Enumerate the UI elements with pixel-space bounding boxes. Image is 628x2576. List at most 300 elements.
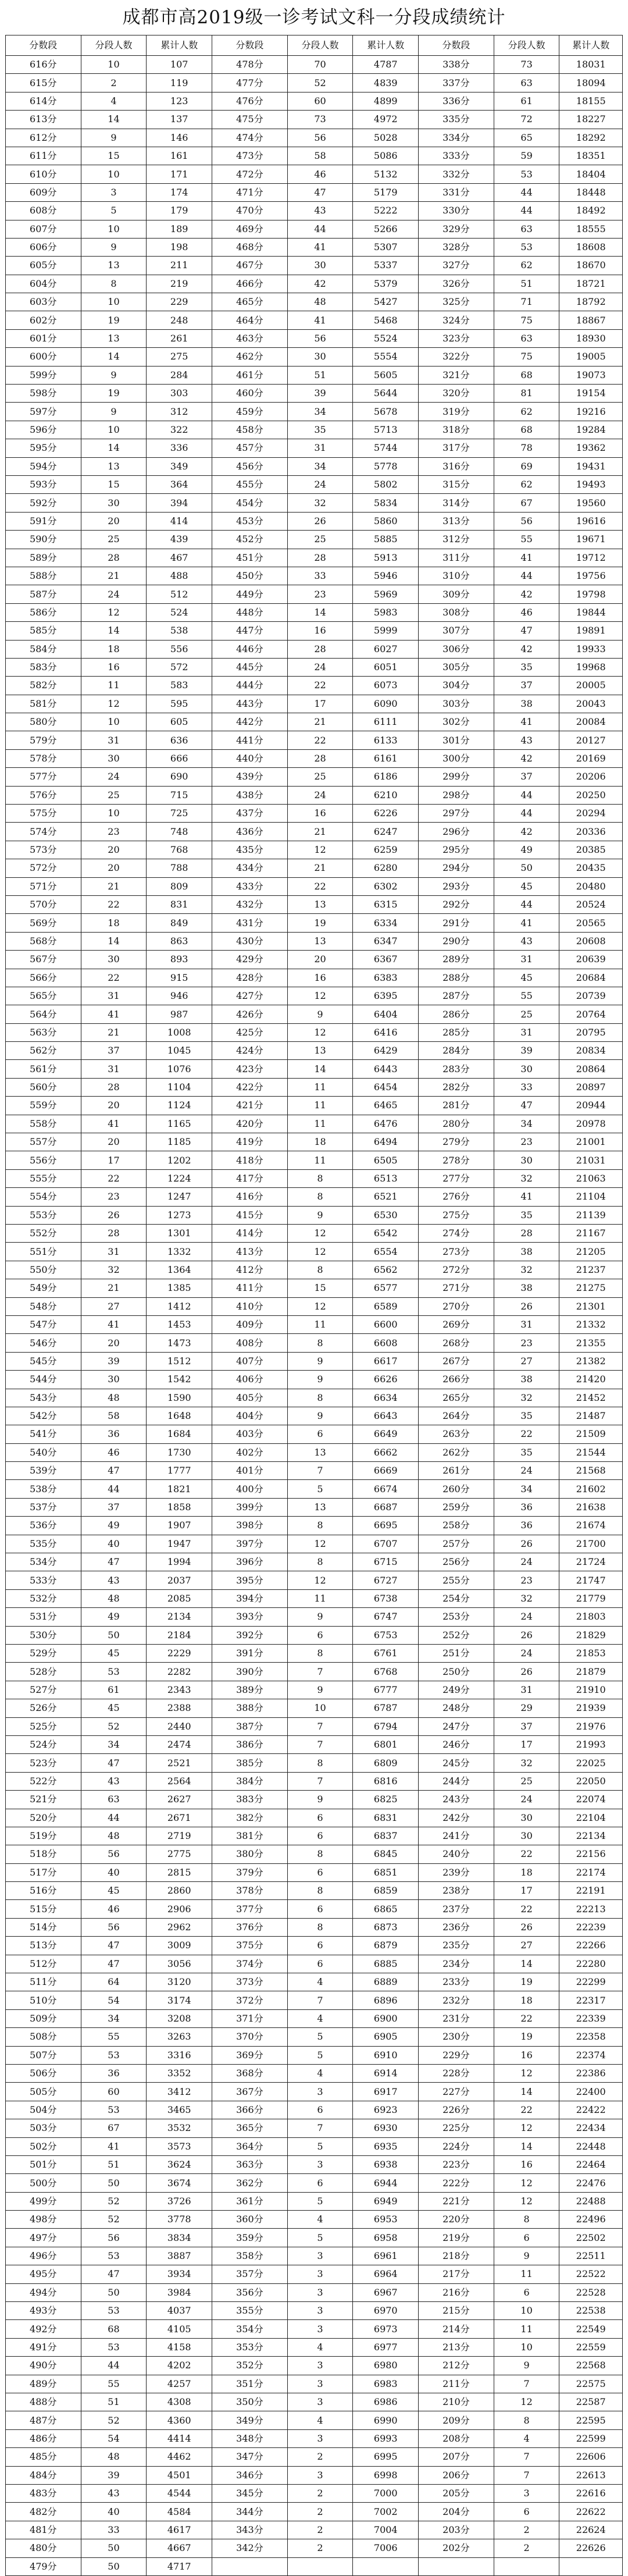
score-cell: 418分 <box>212 1151 288 1169</box>
score-cell: 608分 <box>6 202 81 220</box>
segment-count-cell: 30 <box>494 1060 559 1078</box>
segment-count-cell: 12 <box>494 2192 559 2210</box>
segment-count-cell: 3 <box>287 2283 353 2301</box>
score-cell: 328分 <box>419 238 494 256</box>
table-row <box>6 2539 623 2557</box>
score-cell: 346分 <box>212 2466 288 2484</box>
segment-count-cell: 9 <box>287 1206 353 1224</box>
segment-count-cell: 62 <box>494 403 559 421</box>
score-cell: 501分 <box>6 2155 81 2173</box>
cumulative-count-cell: 6961 <box>353 2247 419 2265</box>
cumulative-count-cell: 4462 <box>147 2448 212 2466</box>
segment-count-cell: 5 <box>287 2046 353 2064</box>
table-row <box>6 2064 623 2082</box>
score-cell: 571分 <box>6 877 81 895</box>
score-cell: 392分 <box>212 1626 288 1644</box>
score-cell: 409分 <box>212 1315 288 1333</box>
cumulative-count-cell: 946 <box>147 987 212 1005</box>
cumulative-count-cell: 6280 <box>353 859 419 877</box>
cumulative-count-cell: 3726 <box>147 2192 212 2210</box>
score-cell: 478分 <box>212 56 288 74</box>
score-cell: 348分 <box>212 2429 288 2447</box>
score-cell: 448分 <box>212 603 288 621</box>
score-cell: 614分 <box>6 92 81 110</box>
score-cell: 370分 <box>212 2028 288 2046</box>
cumulative-count-cell: 6938 <box>353 2155 419 2173</box>
table-row <box>6 1407 623 1425</box>
cumulative-count-cell: 768 <box>147 841 212 859</box>
score-table <box>5 35 623 2576</box>
segment-count-cell: 6 <box>494 2283 559 2301</box>
score-cell: 252分 <box>419 1626 494 1644</box>
score-cell: 432分 <box>212 895 288 913</box>
segment-count-cell: 28 <box>81 549 147 567</box>
cumulative-count-cell: 6889 <box>353 1973 419 1991</box>
cumulative-count-cell: 2860 <box>147 1882 212 1900</box>
score-cell: 518分 <box>6 1845 81 1863</box>
cumulative-count-cell: 19284 <box>559 421 623 439</box>
score-cell: 554分 <box>6 1188 81 1206</box>
segment-count-cell: 42 <box>494 640 559 658</box>
segment-count-cell: 63 <box>81 1791 147 1809</box>
table-row <box>6 2375 623 2393</box>
table-row <box>6 951 623 969</box>
cumulative-count-cell: 6247 <box>353 823 419 841</box>
cumulative-count-cell: 5427 <box>353 293 419 311</box>
segment-count-cell: 9 <box>287 1608 353 1626</box>
table-row <box>6 1937 623 1955</box>
table-row <box>6 1279 623 1297</box>
cumulative-count-cell: 5713 <box>353 421 419 439</box>
segment-count-cell: 13 <box>81 329 147 347</box>
segment-count-cell: 38 <box>494 1371 559 1389</box>
segment-count-cell: 27 <box>494 1352 559 1370</box>
cumulative-count-cell: 6777 <box>353 1681 419 1699</box>
table-row <box>6 2247 623 2265</box>
cumulative-count-cell: 21275 <box>559 1279 623 1297</box>
score-cell: 325分 <box>419 293 494 311</box>
cumulative-count-cell: 22613 <box>559 2466 623 2484</box>
cumulative-count-cell: 6494 <box>353 1133 419 1151</box>
cumulative-count-cell: 6090 <box>353 695 419 713</box>
segment-count-cell: 40 <box>81 1535 147 1553</box>
segment-count-cell: 63 <box>494 220 559 238</box>
table-row <box>6 859 623 877</box>
cumulative-count-cell: 1332 <box>147 1243 212 1261</box>
cumulative-count-cell: 6476 <box>353 1115 419 1133</box>
cumulative-count-cell: 1202 <box>147 1151 212 1169</box>
score-cell: 547分 <box>6 1315 81 1333</box>
segment-count-cell: 37 <box>494 768 559 786</box>
cumulative-count-cell: 161 <box>147 147 212 165</box>
table-row <box>6 567 623 585</box>
segment-count-cell: 5 <box>287 1480 353 1498</box>
table-row <box>6 2265 623 2283</box>
cumulative-count-cell: 2815 <box>147 1863 212 1881</box>
cumulative-count-cell: 312 <box>147 403 212 421</box>
table-row <box>6 1023 623 1041</box>
table-row <box>6 348 623 366</box>
score-cell: 393分 <box>212 1608 288 1626</box>
score-cell: 375分 <box>212 1937 288 1955</box>
score-cell: 515分 <box>6 1900 81 1918</box>
segment-count-cell: 47 <box>287 183 353 201</box>
score-cell: 297分 <box>419 805 494 823</box>
score-cell: 378分 <box>212 1882 288 1900</box>
cumulative-count-cell: 4202 <box>147 2357 212 2375</box>
segment-count-cell: 7 <box>287 1735 353 1753</box>
table-row <box>6 1882 623 1900</box>
cumulative-count-cell: 19005 <box>559 348 623 366</box>
table-row <box>6 1169 623 1187</box>
cumulative-count-cell: 18930 <box>559 329 623 347</box>
segment-count-cell: 52 <box>81 2211 147 2229</box>
score-cell: 555分 <box>6 1169 81 1187</box>
segment-count-cell: 25 <box>287 768 353 786</box>
segment-count-cell: 4 <box>287 1973 353 1991</box>
score-cell: 594分 <box>6 457 81 475</box>
score-cell: 267分 <box>419 1352 494 1370</box>
segment-count-cell: 12 <box>287 1297 353 1315</box>
table-row <box>6 2302 623 2320</box>
score-cell: 499分 <box>6 2192 81 2210</box>
segment-count-cell: 28 <box>81 1078 147 1096</box>
cumulative-count-cell: 6865 <box>353 1900 419 1918</box>
segment-count-cell: 10 <box>287 1699 353 1717</box>
segment-count-cell: 3 <box>287 2265 353 2283</box>
segment-count-cell: 16 <box>494 2155 559 2173</box>
cumulative-count-cell: 6900 <box>353 2009 419 2027</box>
segment-count-cell: 12 <box>287 1023 353 1041</box>
score-cell: 296分 <box>419 823 494 841</box>
score-cell: 273分 <box>419 1243 494 1261</box>
cumulative-count-cell: 19968 <box>559 658 623 676</box>
segment-count-cell: 41 <box>287 311 353 329</box>
cumulative-count-cell: 6505 <box>353 1151 419 1169</box>
segment-count-cell: 8 <box>287 1644 353 1662</box>
score-cell: 423分 <box>212 1060 288 1078</box>
segment-count-cell: 73 <box>287 111 353 129</box>
cumulative-count-cell: 6977 <box>353 2338 419 2356</box>
cumulative-count-cell: 1473 <box>147 1334 212 1352</box>
cumulative-count-cell: 22386 <box>559 2064 623 2082</box>
cumulative-count-cell: 1777 <box>147 1462 212 1480</box>
score-cell: 539分 <box>6 1462 81 1480</box>
cumulative-count-cell: 107 <box>147 56 212 74</box>
cumulative-count-cell: 22434 <box>559 2119 623 2137</box>
score-cell: 235分 <box>419 1937 494 1955</box>
segment-count-cell: 37 <box>81 1042 147 1060</box>
segment-count-cell: 19 <box>494 2028 559 2046</box>
score-cell: 474分 <box>212 129 288 147</box>
segment-count-cell: 16 <box>287 805 353 823</box>
cumulative-count-cell: 1648 <box>147 1407 212 1425</box>
score-cell: 542分 <box>6 1407 81 1425</box>
score-cell: 230分 <box>419 2028 494 2046</box>
score-cell: 317分 <box>419 439 494 457</box>
table-row <box>6 695 623 713</box>
score-cell: 572分 <box>6 859 81 877</box>
table-row <box>6 238 623 256</box>
segment-count-cell: 3 <box>287 2320 353 2338</box>
cumulative-count-cell: 19756 <box>559 567 623 585</box>
score-cell: 209分 <box>419 2411 494 2429</box>
cumulative-count-cell: 5554 <box>353 348 419 366</box>
cumulative-count-cell: 2282 <box>147 1663 212 1681</box>
cumulative-count-cell: 6649 <box>353 1425 419 1443</box>
score-cell: 420分 <box>212 1115 288 1133</box>
table-row <box>6 1608 623 1626</box>
table-row <box>6 1991 623 2009</box>
segment-count-cell: 28 <box>287 549 353 567</box>
cumulative-count-cell: 6980 <box>353 2357 419 2375</box>
score-cell: 510分 <box>6 1991 81 2009</box>
cumulative-count-cell: 21355 <box>559 1334 623 1352</box>
score-cell: 424分 <box>212 1042 288 1060</box>
segment-count-cell: 59 <box>494 147 559 165</box>
segment-count-cell: 53 <box>81 1663 147 1681</box>
score-cell: 551分 <box>6 1243 81 1261</box>
cumulative-count-cell: 2474 <box>147 1735 212 1753</box>
cumulative-count-cell: 2184 <box>147 1626 212 1644</box>
score-cell: 377分 <box>212 1900 288 1918</box>
cumulative-count-cell: 595 <box>147 695 212 713</box>
cumulative-count-cell: 5307 <box>353 238 419 256</box>
score-cell: 526分 <box>6 1699 81 1717</box>
score-cell: 562分 <box>6 1042 81 1060</box>
cumulative-count-cell: 22400 <box>559 2083 623 2101</box>
score-cell: 322分 <box>419 348 494 366</box>
score-cell: 607分 <box>6 220 81 238</box>
table-row <box>6 475 623 493</box>
segment-count-cell: 11 <box>494 2265 559 2283</box>
cumulative-count-cell: 488 <box>147 567 212 585</box>
score-cell: 496分 <box>6 2247 81 2265</box>
score-cell: 311分 <box>419 549 494 567</box>
score-cell: 458分 <box>212 421 288 439</box>
score-cell: 465分 <box>212 293 288 311</box>
cumulative-count-cell: 123 <box>147 92 212 110</box>
cumulative-count-cell: 20944 <box>559 1097 623 1115</box>
segment-count-cell: 11 <box>81 677 147 695</box>
score-cell: 512分 <box>6 1955 81 1973</box>
cumulative-count-cell: 583 <box>147 677 212 695</box>
segment-count-cell: 19 <box>81 385 147 403</box>
table-row <box>6 1188 623 1206</box>
cumulative-count-cell: 3009 <box>147 1937 212 1955</box>
segment-count-cell: 27 <box>494 1937 559 1955</box>
segment-count-cell: 13 <box>287 1498 353 1516</box>
score-cell: 289分 <box>419 951 494 969</box>
table-body <box>6 56 623 2576</box>
cumulative-count-cell: 18155 <box>559 92 623 110</box>
score-cell: 498分 <box>6 2211 81 2229</box>
score-cell: 283分 <box>419 1060 494 1078</box>
score-cell: 444分 <box>212 677 288 695</box>
table-row <box>6 1443 623 1461</box>
cumulative-count-cell: 22587 <box>559 2393 623 2411</box>
segment-count-cell: 50 <box>81 2557 147 2575</box>
segment-count-cell: 53 <box>81 2247 147 2265</box>
cumulative-count-cell: 4308 <box>147 2393 212 2411</box>
score-cell: 364分 <box>212 2137 288 2155</box>
cumulative-count-cell: 6404 <box>353 1005 419 1023</box>
segment-count-cell: 4 <box>287 2064 353 2082</box>
segment-count-cell: 65 <box>494 129 559 147</box>
score-cell: 516分 <box>6 1882 81 1900</box>
segment-count-cell: 3 <box>287 2083 353 2101</box>
table-row <box>6 2466 623 2484</box>
segment-count-cell: 68 <box>494 366 559 384</box>
segment-count-cell: 9 <box>287 1005 353 1023</box>
cumulative-count-cell: 2343 <box>147 1681 212 1699</box>
segment-count-cell: 75 <box>494 311 559 329</box>
cumulative-count-cell: 21829 <box>559 1626 623 1644</box>
cumulative-count-cell: 20480 <box>559 877 623 895</box>
segment-count-cell: 31 <box>81 987 147 1005</box>
segment-count-cell: 6 <box>287 2174 353 2192</box>
segment-count-cell: 43 <box>81 1772 147 1790</box>
cumulative-count-cell: 20206 <box>559 768 623 786</box>
segment-count-cell: 47 <box>81 1462 147 1480</box>
cumulative-count-cell: 4544 <box>147 2484 212 2502</box>
score-cell: 286分 <box>419 1005 494 1023</box>
segment-count-cell: 24 <box>81 768 147 786</box>
cumulative-count-cell: 467 <box>147 549 212 567</box>
cumulative-count-cell: 20684 <box>559 969 623 987</box>
score-cell: 612分 <box>6 129 81 147</box>
segment-count-cell: 52 <box>81 2411 147 2429</box>
segment-count-cell: 30 <box>494 1809 559 1827</box>
segment-count-cell: 10 <box>81 293 147 311</box>
cumulative-count-cell: 6521 <box>353 1188 419 1206</box>
score-cell: 434分 <box>212 859 288 877</box>
score-cell: 511分 <box>6 1973 81 1991</box>
score-cell: 505分 <box>6 2083 81 2101</box>
segment-count-cell: 8 <box>287 1845 353 1863</box>
table-row <box>6 877 623 895</box>
score-cell: 429分 <box>212 951 288 969</box>
table-row <box>6 403 623 421</box>
segment-count-cell: 47 <box>81 1553 147 1571</box>
segment-count-cell: 56 <box>494 512 559 530</box>
score-cell: 324分 <box>419 311 494 329</box>
score-cell: 591分 <box>6 512 81 530</box>
segment-count-cell: 69 <box>494 457 559 475</box>
segment-count-cell: 33 <box>81 2521 147 2539</box>
score-cell: 369分 <box>212 2046 288 2064</box>
table-row <box>6 1955 623 1973</box>
score-cell: 277分 <box>419 1169 494 1187</box>
cumulative-count-cell: 21976 <box>559 1717 623 1735</box>
segment-count-cell: 28 <box>81 1225 147 1243</box>
table-row <box>6 385 623 403</box>
score-cell: 600分 <box>6 348 81 366</box>
table-row <box>6 275 623 293</box>
segment-count-cell: 17 <box>81 1151 147 1169</box>
cumulative-count-cell: 5778 <box>353 457 419 475</box>
segment-count-cell: 9 <box>287 1681 353 1699</box>
score-cell: 584分 <box>6 640 81 658</box>
segment-count-cell: 28 <box>287 749 353 767</box>
segment-count-cell: 22 <box>287 877 353 895</box>
cumulative-count-cell: 6695 <box>353 1517 419 1535</box>
segment-count-cell: 8 <box>287 1169 353 1187</box>
segment-count-cell: 8 <box>287 1553 353 1571</box>
score-cell: 292分 <box>419 895 494 913</box>
score-cell: 452分 <box>212 531 288 549</box>
segment-count-cell: 6 <box>287 1863 353 1881</box>
score-cell: 477分 <box>212 74 288 92</box>
cumulative-count-cell: 18094 <box>559 74 623 92</box>
score-cell: 293分 <box>419 877 494 895</box>
segment-count-cell: 6 <box>287 1626 353 1644</box>
cumulative-count-cell: 7002 <box>353 2503 419 2521</box>
col-header: 累计人数 <box>147 35 212 56</box>
segment-count-cell: 8 <box>287 1188 353 1206</box>
cumulative-count-cell: 2134 <box>147 1608 212 1626</box>
score-cell: 398分 <box>212 1517 288 1535</box>
cumulative-count-cell: 22616 <box>559 2484 623 2502</box>
table-row <box>6 2393 623 2411</box>
cumulative-count-cell: 20639 <box>559 951 623 969</box>
segment-count-cell: 34 <box>81 1735 147 1753</box>
cumulative-count-cell: 5885 <box>353 531 419 549</box>
cumulative-count-cell: 2775 <box>147 1845 212 1863</box>
segment-count-cell: 21 <box>81 1023 147 1041</box>
table-row <box>6 2521 623 2539</box>
score-cell: 275分 <box>419 1206 494 1224</box>
cumulative-count-cell: 21993 <box>559 1735 623 1753</box>
cumulative-count-cell: 22624 <box>559 2521 623 2539</box>
cumulative-count-cell: 179 <box>147 202 212 220</box>
score-cell: 281分 <box>419 1097 494 1115</box>
cumulative-count-cell: 6542 <box>353 1225 419 1243</box>
cumulative-count-cell: 22156 <box>559 1845 623 1863</box>
score-cell: 530分 <box>6 1626 81 1644</box>
cumulative-count-cell: 636 <box>147 731 212 749</box>
segment-count-cell: 20 <box>81 859 147 877</box>
cumulative-count-cell: 1385 <box>147 1279 212 1297</box>
score-cell: 449分 <box>212 585 288 603</box>
table-row <box>6 895 623 913</box>
score-cell: 326分 <box>419 275 494 293</box>
score-cell: 332分 <box>419 165 494 183</box>
table-row <box>6 183 623 201</box>
cumulative-count-cell: 211 <box>147 257 212 275</box>
table-row <box>6 1900 623 1918</box>
score-cell: 461分 <box>212 366 288 384</box>
cumulative-count-cell: 22358 <box>559 2028 623 2046</box>
segment-count-cell: 32 <box>494 1169 559 1187</box>
table-row <box>6 2411 623 2429</box>
cumulative-count-cell: 21452 <box>559 1389 623 1407</box>
table-row <box>6 2009 623 2027</box>
cumulative-count-cell: 4972 <box>353 111 419 129</box>
cumulative-count-cell: 22074 <box>559 1791 623 1809</box>
cumulative-count-cell: 1730 <box>147 1443 212 1461</box>
segment-count-cell: 47 <box>494 1097 559 1115</box>
cumulative-count-cell: 3934 <box>147 2265 212 2283</box>
segment-count-cell: 56 <box>287 129 353 147</box>
segment-count-cell: 44 <box>494 202 559 220</box>
cumulative-count-cell: 1453 <box>147 1315 212 1333</box>
segment-count-cell: 24 <box>494 1608 559 1626</box>
score-cell: 508分 <box>6 2028 81 2046</box>
segment-count-cell: 7 <box>494 2448 559 2466</box>
table-row <box>6 2101 623 2119</box>
score-cell: 219分 <box>419 2229 494 2247</box>
